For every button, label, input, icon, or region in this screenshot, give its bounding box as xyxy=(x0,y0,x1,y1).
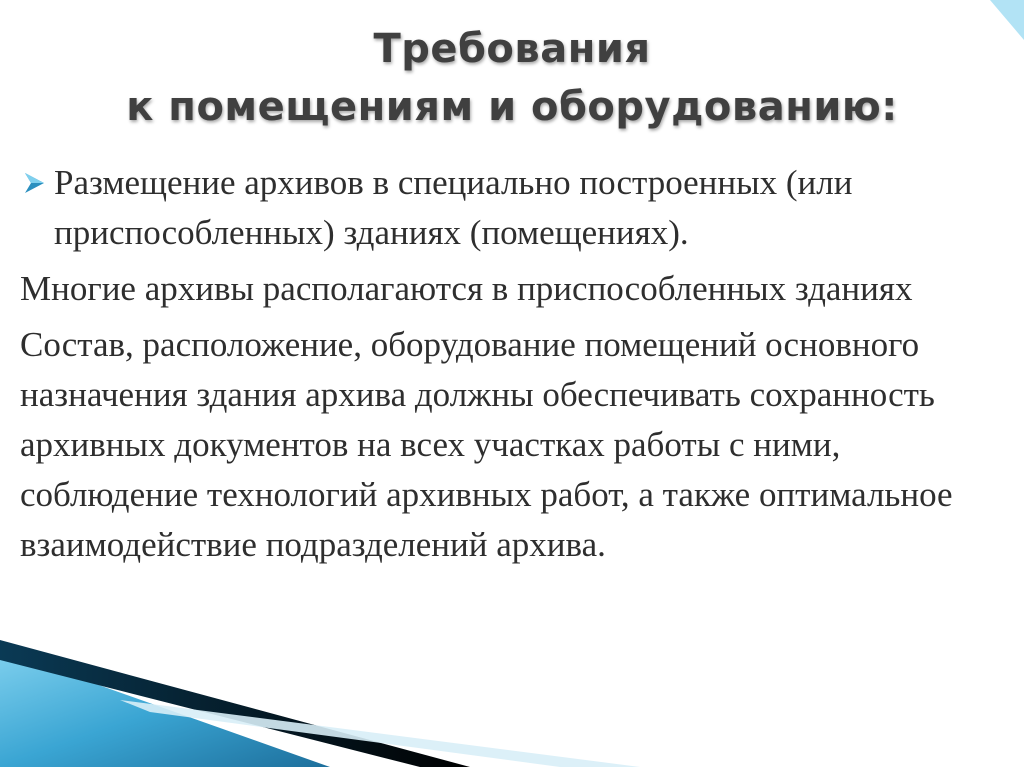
slide-body xyxy=(20,158,1020,576)
title-line-2: к помещениям и оборудованию: xyxy=(126,84,898,130)
bullet-item xyxy=(20,158,1020,258)
arrow-bullet-icon xyxy=(22,170,48,196)
bullet-text: Размещение архивов в специально построенных (или приспособленных) зданиях (помещениях). xyxy=(54,163,853,252)
paragraph-2: Состав, расположение, оборудование помещений основного назначения здания архива должны обеспечивать сохранность архивных документов на всех участках работы с ними, соблюдение технологий архивных работ, а также оптимальное взаимодействие подразделений архива. xyxy=(20,325,953,564)
title-line-1: Требования xyxy=(373,26,651,72)
slide-title xyxy=(0,20,1024,136)
paragraph-1: Многие архивы располагаются в приспособленных зданиях xyxy=(20,269,913,308)
